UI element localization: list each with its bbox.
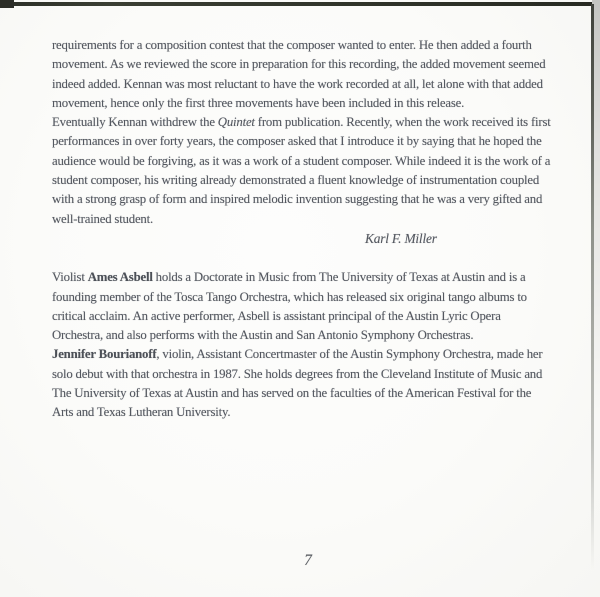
work-title-quintet: Quintet [217,115,255,130]
paragraph-ames-asbell-bio [52,268,552,345]
paragraph-composition-contest: requirements for a composition contest that the composer wanted to enter. He then added a fourth movement. As we reviewed the score in preparation for this recording, the added movement seemed indeed added. Kennan was most reluctant to have the work recorded at all, let alone with that added movement, hence only the first three movements have been included in this release. [52,38,546,110]
performer-name-ames-asbell: Ames Asbell [87,270,153,285]
page-number: 7 [304,552,312,569]
p3-lead: Violist [52,270,88,285]
performer-name-jennifer-bourianoff: Jennifer Bourianoff [52,347,157,362]
scan-edge-right-line [591,4,594,570]
signature-karl-f-miller: Karl F. Miller [365,230,437,246]
page-content [52,36,552,423]
paragraph-jennifer-bourianoff-bio [52,345,552,422]
scan-edge-top [0,2,600,6]
scan-edge-top-left-corner [0,0,14,8]
p3-rest: holds a Doctorate in Music from The University of Texas at Austin and is a founding member of the Tosca Tango Orchestra, which has released six original tango albums to critical acclaim. An active performer, Asbell is assistant principal of the Austin Lyric Opera Orchestra, and also performs with the Austin and San Antonio Symphony Orchestras. [52,270,527,343]
p2-text-before: Eventually Kennan withdrew the [52,115,218,130]
p2-text-after: from publication. Recently, when the work received its first performances in over forty years, the composer asked that I introduce it by saying that he hoped the audience would be forgiving, as it was a work of a student composer. While indeed it is the work of a student composer, his writing already demonstrated a fluent knowledge of instrumentation coupled with a strong grasp of form and inspired melodic invention suggesting that he was a very gifted and well-trained student. [52,115,551,226]
paragraph-quintet-withdrawal [52,113,552,229]
p4-rest: , violin, Assistant Concertmaster of the Austin Symphony Orchestra, made her solo debut with that orchestra in 1987. She holds degrees from the Cleveland Institute of Music and The University of Texas at Austin and has served on the faculties of the American Festival for the Arts and Texas Lutheran University. [52,347,543,420]
